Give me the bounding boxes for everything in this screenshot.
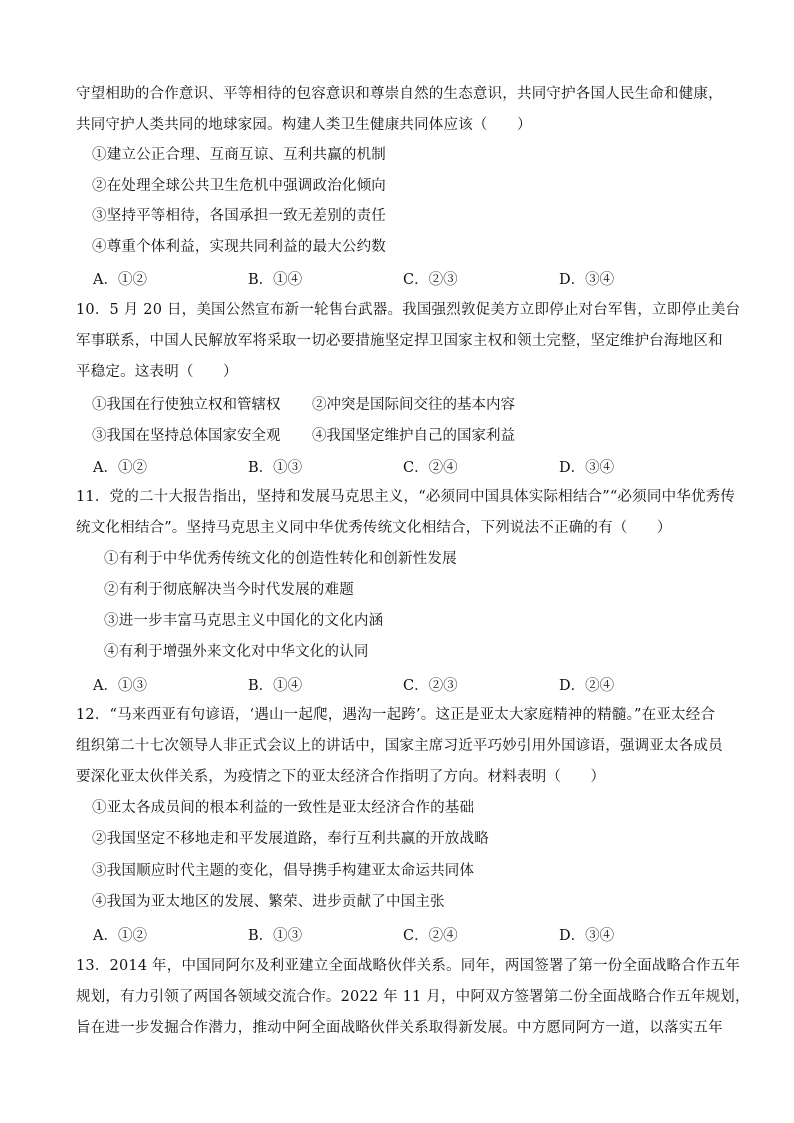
- q9-stem-line-1: 守望相助的合作意识、平等相待的包容意识和尊崇自然的生态意识，共同守护各国人民生命和健康，: [76, 86, 723, 102]
- q9-choices: [93, 268, 653, 288]
- q10-option-4: ④我国坚定维护自己的国家利益: [312, 428, 515, 444]
- q11-option-3: ③进一步丰富马克思主义中国化的文化内涵: [104, 613, 384, 629]
- q12-stem-line-3: 要深化亚太伙伴关系，为疫情之下的亚太经济合作指明了方向。材料表明（ ）: [76, 769, 606, 785]
- q10-choice-c[interactable]: C．②④: [403, 460, 458, 476]
- q12-option-3: ③我国顺应时代主题的变化，倡导携手构建亚太命运共同体: [92, 863, 475, 879]
- q11-option-1: ①有利于中华优秀传统文化的创造性转化和创新性发展: [104, 551, 457, 567]
- q13-stem-line-2: 规划，有力引领了两国各领域交流合作。2022 年 11 月，中阿双方签署第二份全面战略合作五年规划，: [76, 989, 750, 1005]
- q11-stem-line-2: 统文化相结合”。坚持马克思主义同中华优秀传统文化相结合，下列说法不正确的有（ ）: [76, 520, 672, 536]
- q10-choice-b[interactable]: B．①③: [248, 460, 303, 476]
- q11-option-4: ④有利于增强外来文化对中华文化的认同: [104, 644, 369, 660]
- q10-option-row-1: [92, 393, 712, 413]
- q10-choice-d[interactable]: D．③④: [559, 460, 615, 476]
- q10-choices: [93, 456, 653, 476]
- q13-stem-line-3: 旨在进一步发掘合作潜力，推动中阿全面战略伙伴关系取得新发展。中方愿同阿方一道，以落实五年: [76, 1020, 723, 1036]
- q9-choice-c[interactable]: C．②③: [403, 272, 458, 288]
- q10-stem-line-2: 军事联系，中国人民解放军将采取一切必要措施坚定捍卫国家主权和领土完整，坚定维护台海地区和: [76, 333, 723, 349]
- q10-option-1: ①我国在行使独立权和管辖权: [92, 397, 281, 413]
- q11-choice-a[interactable]: A．①③: [93, 678, 147, 694]
- q12-choice-d[interactable]: D．③④: [559, 928, 615, 944]
- q9-option-2: ②在处理全球公共卫生危机中强调政治化倾向: [92, 178, 386, 194]
- q12-choice-c[interactable]: C．②④: [403, 928, 458, 944]
- q10-option-2: ②冲突是国际间交往的基本内容: [312, 397, 515, 413]
- q10-option-3: ③我国在坚持总体国家安全观: [92, 428, 281, 444]
- q12-choices: [93, 924, 653, 944]
- q10-choice-a[interactable]: A．①②: [93, 460, 147, 476]
- q9-choice-d[interactable]: D．③④: [559, 272, 615, 288]
- q12-choice-a[interactable]: A．①②: [93, 928, 147, 944]
- q12-choice-b[interactable]: B．①③: [248, 928, 303, 944]
- q12-option-1: ①亚太各成员间的根本利益的一致性是亚太经济合作的基础: [92, 800, 475, 816]
- q11-option-2: ②有利于彻底解决当今时代发展的难题: [104, 582, 354, 598]
- q9-choice-b[interactable]: B．①④: [248, 272, 303, 288]
- q10-stem-line-1: 10．5 月 20 日，美国公然宣布新一轮售台武器。我国强烈敦促美方立即停止对台军售，立即停止美台: [76, 302, 741, 318]
- q9-option-1: ①建立公正合理、互商互谅、互利共赢的机制: [92, 147, 386, 163]
- q12-option-2: ②我国坚定不移地走和平发展道路，奉行互利共赢的开放战略: [92, 831, 489, 847]
- q10-option-row-2: [92, 424, 712, 444]
- q12-option-4: ④我国为亚太地区的发展、繁荣、进步贡献了中国主张: [92, 894, 445, 910]
- q12-stem-line-1: 12．“马来西亚有句谚语，‘遇山一起爬，遇沟一起跨’。这正是亚太大家庭精神的精髓。”在亚太经合: [76, 707, 716, 723]
- q9-option-3: ③坚持平等相待，各国承担一致无差别的责任: [92, 208, 386, 224]
- q10-stem-line-3: 平稳定。这表明（ ）: [76, 364, 238, 380]
- q9-stem-line-2: 共同守护人类共同的地球家园。构建人类卫生健康共同体应该（ ）: [76, 117, 532, 133]
- q12-stem-line-2: 组织第二十七次领导人非正式会议上的讲话中，国家主席习近平巧妙引用外国谚语，强调亚太各成员: [76, 738, 723, 754]
- q9-option-4: ④尊重个体利益，实现共同利益的最大公约数: [92, 239, 386, 255]
- q11-choice-b[interactable]: B．①④: [248, 678, 303, 694]
- q11-choices: [93, 674, 653, 694]
- q11-choice-c[interactable]: C．②③: [403, 678, 458, 694]
- q11-choice-d[interactable]: D．②④: [559, 678, 615, 694]
- q11-stem-line-1: 11．党的二十大报告指出，坚持和发展马克思主义，“必须同中国具体实际相结合”“必须同中华优秀传: [76, 489, 736, 505]
- q13-stem-line-1: 13．2014 年，中国同阿尔及利亚建立全面战略伙伴关系。同年，两国签署了第一份全面战略合作五年: [76, 958, 741, 974]
- q9-choice-a[interactable]: A．①②: [93, 272, 147, 288]
